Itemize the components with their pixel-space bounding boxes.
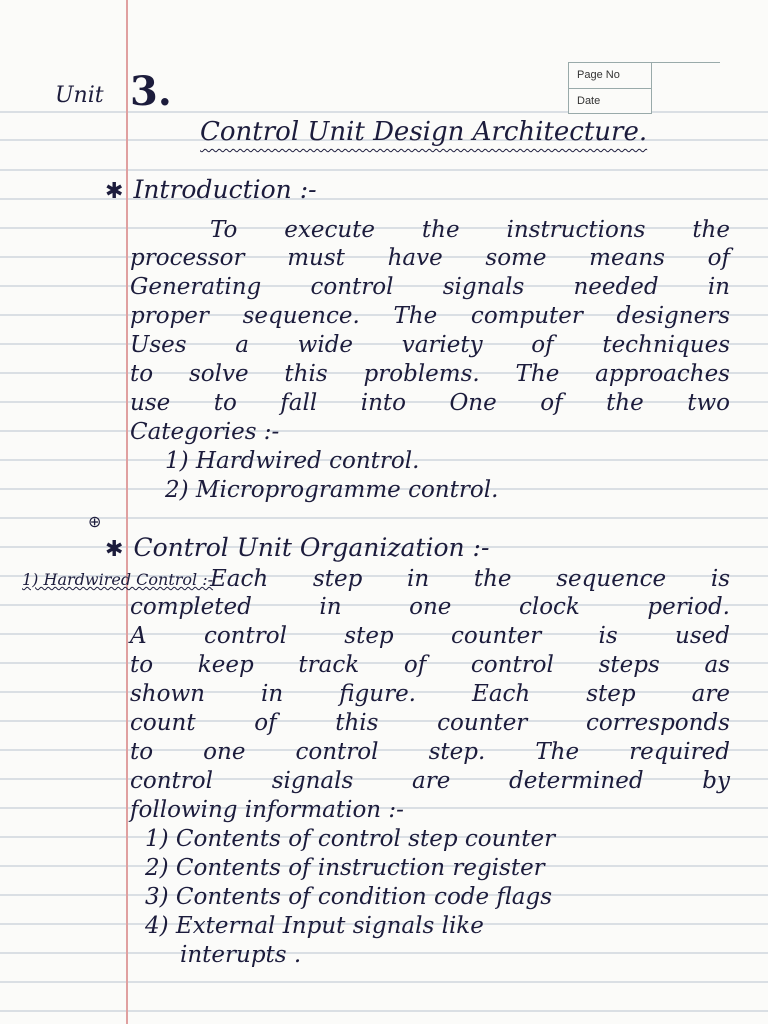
date-label: Date xyxy=(569,88,651,113)
organization-line: control signals are determined by xyxy=(130,768,730,794)
info-item-continuation: interupts . xyxy=(180,942,302,968)
intro-line: to solve this problems. The approaches xyxy=(130,361,730,387)
unit-label: Unit xyxy=(55,83,104,108)
info-item: 3) Contents of condition code flags xyxy=(145,884,553,910)
intro-heading-text: Introduction :- xyxy=(133,175,317,204)
organization-line: to keep track of control steps as xyxy=(130,652,730,678)
intro-line: To execute the instructions the xyxy=(210,217,730,243)
intro-line: Categories :- xyxy=(130,419,280,445)
bullet-star-icon: ✱ xyxy=(105,179,124,204)
hardwired-control-label: 1) Hardwired Control :- xyxy=(22,570,214,589)
intro-line: processor must have some means of xyxy=(130,245,730,271)
stray-mark-icon: ⊕ xyxy=(88,512,102,531)
page-no-label: Page No xyxy=(577,69,620,81)
organization-line: shown in figure. Each step are xyxy=(130,681,730,707)
info-item: 1) Contents of control step counter xyxy=(145,826,556,852)
category-item: 1) Hardwired control. xyxy=(165,448,420,474)
intro-line: Generating control signals needed in xyxy=(130,274,730,300)
intro-line: use to fall into One of the two xyxy=(130,390,730,416)
intro-line: proper sequence. The computer designers xyxy=(130,303,730,329)
page-title: Control Unit Design Architecture. xyxy=(200,117,648,147)
intro-line: Uses a wide variety of techniques xyxy=(130,332,730,358)
corner-line xyxy=(650,62,720,63)
organization-heading xyxy=(105,534,489,564)
organization-heading-text: Control Unit Organization :- xyxy=(133,533,490,562)
info-item: 4) External Input signals like xyxy=(145,913,484,939)
organization-line: completed in one clock period. xyxy=(130,594,730,620)
unit-number: 3. xyxy=(130,68,172,115)
organization-line: following information :- xyxy=(130,797,404,823)
margin-line xyxy=(126,0,128,1024)
category-item: 2) Microprogramme control. xyxy=(165,477,499,503)
organization-line: to one control step. The required xyxy=(130,739,730,765)
info-item: 2) Contents of instruction register xyxy=(145,855,545,881)
hardwired-first-line: Each step in the sequence is xyxy=(210,566,730,592)
page-date-box xyxy=(568,62,652,114)
bullet-star-icon: ✱ xyxy=(105,537,124,562)
organization-line: A control step counter is used xyxy=(130,623,730,649)
organization-line: count of this counter corresponds xyxy=(130,710,730,736)
intro-heading xyxy=(105,176,317,206)
